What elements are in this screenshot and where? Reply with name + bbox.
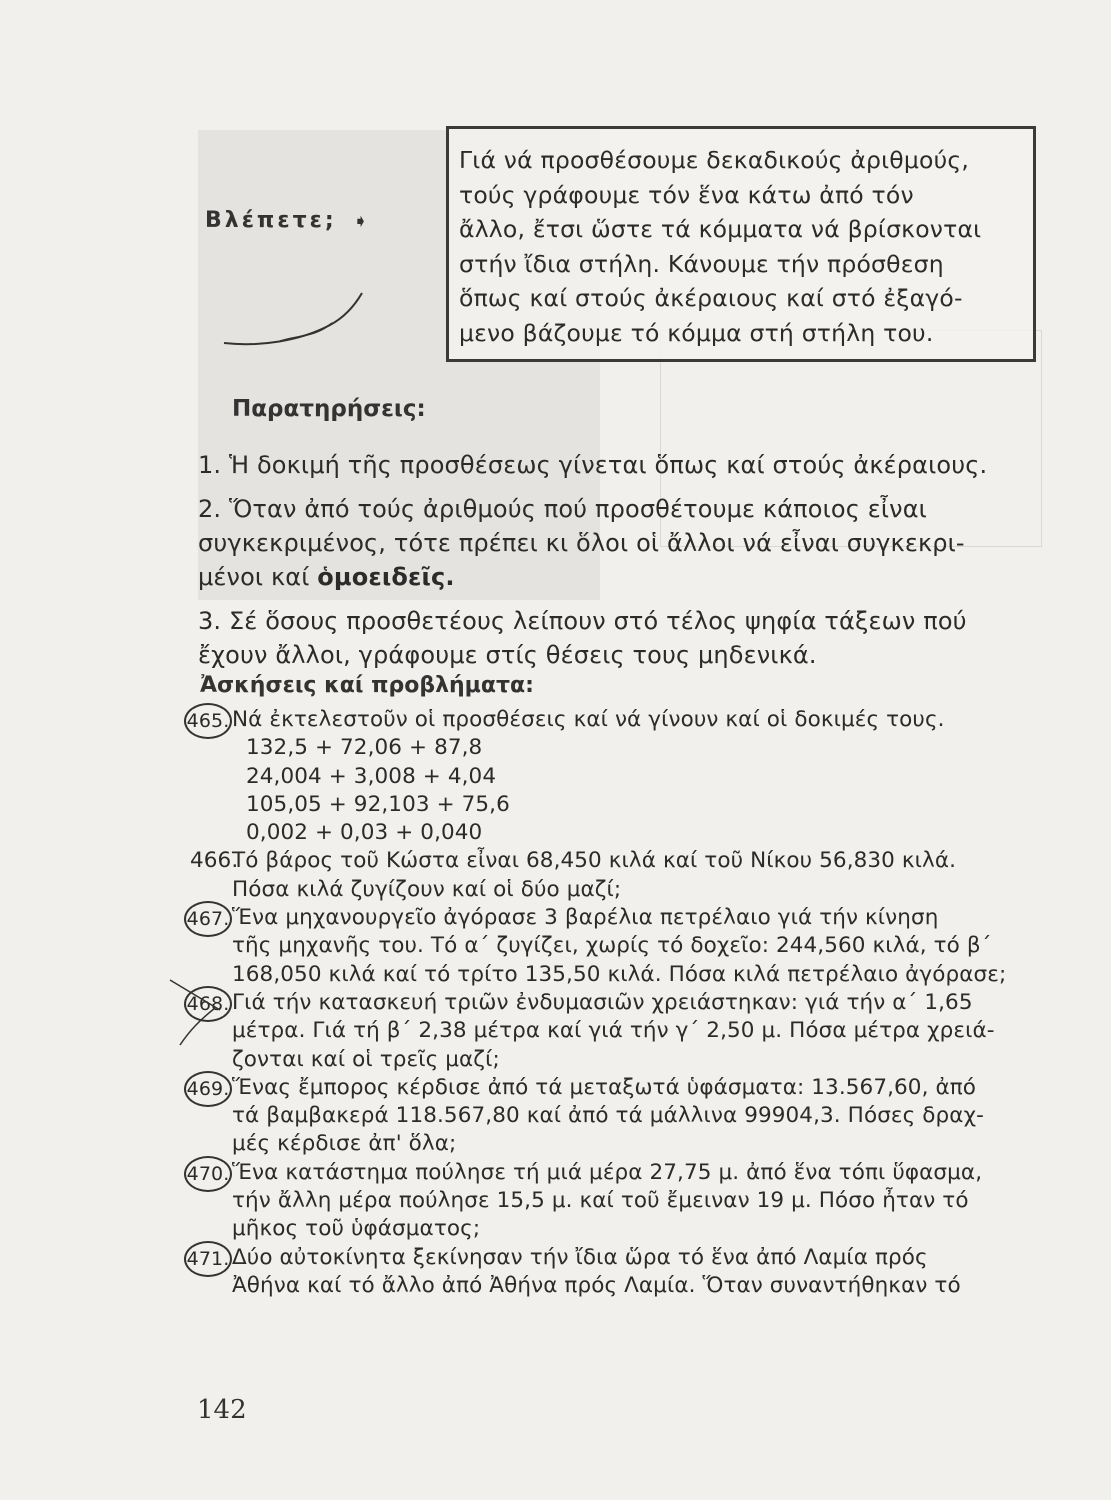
exercise-number: 469.: [184, 1071, 232, 1107]
note-text: μένοι καί: [198, 563, 318, 591]
exercise-470: [186, 1159, 1050, 1187]
exercise-468: [186, 989, 1050, 1017]
exercise-469: [186, 1074, 1050, 1102]
rule-line: στήν ἴδια στήλη. Κάνουμε τήν πρόσθεση: [459, 249, 944, 278]
exercise-number: 470.: [184, 1156, 232, 1192]
exercise-text: Ἕνας ἔμπορος κέρδισε ἀπό τά μεταξωτά ὑφάσματα: 13.567,60, ἀπό: [232, 1074, 977, 1100]
exercises-list: [186, 706, 1050, 1300]
rule-line: Γιά νά προσθέσουμε δεκαδικούς ἀριθμούς,: [459, 146, 970, 174]
exercise-text: Δύο αὐτοκίνητα ξεκίνησαν τήν ἴδια ὥρα τό ἕνα ἀπό Λαμία πρός: [232, 1244, 928, 1270]
exercise-text: μέτρα. Γιά τή β΄ 2,38 μέτρα καί γιά τήν γ΄ 2,50 μ. Πόσα μέτρα χρειά-: [232, 1018, 995, 1044]
exercise-number: 471.: [184, 1241, 232, 1277]
pen-mark-icon: [160, 960, 240, 1050]
pen-squiggle-icon: [220, 285, 370, 355]
rule-line: μενο βάζουμε τό κόμμα στή στήλη του.: [459, 318, 934, 347]
exercise-text: τά βαμβακερά 118.567,80 καί ἀπό τά μάλλινα 99904,3. Πόσες δραχ-: [232, 1103, 984, 1129]
sum-line: 132,5 + 72,06 + 87,8: [246, 735, 483, 761]
exercise-text: 168,050 κιλά καί τό τρίτο 135,50 κιλά. Πόσα κιλά πετρέλαιο ἀγόρασε;: [232, 961, 1007, 987]
exercise-text: Ἕνα μηχανουργεῖο ἀγόρασε 3 βαρέλια πετρέλαιο γιά τήν κίνηση: [232, 905, 939, 931]
exercise-text: Ἀθήνα καί τό ἄλλο ἀπό Ἀθήνα πρός Λαμία. Ὅταν συναντήθηκαν τό: [232, 1272, 961, 1298]
exercise-text: μῆκος τοῦ ὑφάσματος;: [232, 1216, 481, 1242]
exercise-number: 467.: [184, 901, 232, 937]
note-line: ἔχουν ἄλλοι, γράφουμε στίς θέσεις τους μηδενικά.: [198, 641, 817, 669]
exercise-text: Νά ἐκτελεστοῦν οἱ προσθέσεις καί νά γίνουν καί οἱ δοκιμές τους.: [232, 707, 945, 732]
exercise-471: [186, 1244, 1050, 1272]
see-label: Βλέπετε;: [205, 208, 337, 233]
rule-line: ὅπως καί στούς ἀκέραιους καί στό ἐξαγό-: [459, 284, 963, 312]
exercise-number: 468.: [184, 986, 232, 1022]
exercise-text: ζονται καί οἱ τρεῖς μαζί;: [232, 1046, 500, 1072]
pointer-arrow-icon: ➧: [353, 211, 369, 232]
exercise-text: Τό βάρος τοῦ Κώστα εἶναι 68,450 κιλά καί τοῦ Νίκου 56,830 κιλά.: [232, 848, 957, 874]
exercise-number: 465.: [184, 703, 232, 739]
note-line: 3. Σέ ὅσους προσθετέους λείπουν στό τέλος ψηφία τάξεων πού: [198, 607, 967, 635]
sum-line: 24,004 + 3,008 + 4,04: [246, 763, 497, 789]
note-line: συγκεκριμένος, τότε πρέπει κι ὅλοι οἱ ἄλλοι νά εἶναι συγκεκρι-: [198, 529, 965, 557]
rule-line: ἄλλο, ἔτσι ὥστε τά κόμματα νά βρίσκονται: [459, 215, 982, 243]
note-line: 2. Ὅταν ἀπό τούς ἀριθμούς πού προσθέτουμε κάποιος εἶναι: [198, 495, 927, 523]
note-line: [198, 560, 1048, 594]
rule-line: τούς γράφουμε τόν ἕνα κάτω ἀπό τόν: [459, 180, 914, 209]
exercise-text: Γιά τήν κατασκευή τριῶν ἐνδυμασιῶν χρειάστηκαν: γιά τήν α΄ 1,65: [232, 989, 973, 1015]
rule-box: [446, 126, 1036, 362]
exercise-text: τῆς μηχανῆς του. Τό α΄ ζυγίζει, χωρίς τό δοχεῖο: 244,560 κιλά, τό β΄: [232, 933, 992, 959]
exercises-heading: Ἀσκήσεις καί προβλήματα:: [200, 673, 534, 698]
exercise-text: Ἕνα κατάστημα πούλησε τή μιά μέρα 27,75 μ. ἀπό ἕνα τόπι ὕφασμα,: [232, 1159, 983, 1185]
notes-list: [198, 448, 1048, 672]
exercise-466: [190, 847, 1050, 875]
note-line: 1. Ἡ δοκιμή τῆς προσθέσεως γίνεται ὅπως καί στούς ἀκέραιους.: [198, 451, 988, 479]
exercise-text: μές κέρδισε ἀπ' ὅλα;: [232, 1131, 457, 1157]
page-number: 142: [197, 1395, 247, 1425]
exercise-text: Πόσα κιλά ζυγίζουν καί οἱ δύο μαζί;: [232, 876, 622, 902]
exercise-467: [186, 904, 1050, 932]
sum-line: 0,002 + 0,03 + 0,040: [246, 820, 483, 846]
sum-line: 105,05 + 92,103 + 75,6: [246, 791, 510, 817]
exercise-text: τήν ἄλλη μέρα πούλησε 15,5 μ. καί τοῦ ἔμειναν 19 μ. Πόσο ἦταν τό: [232, 1188, 969, 1214]
exercise-number: 466.: [190, 848, 239, 874]
note-emphasis: ὁμοειδεῖς.: [317, 563, 455, 591]
exercise-465: [186, 706, 1050, 734]
notes-heading: Παρατηρήσεις:: [232, 396, 426, 422]
